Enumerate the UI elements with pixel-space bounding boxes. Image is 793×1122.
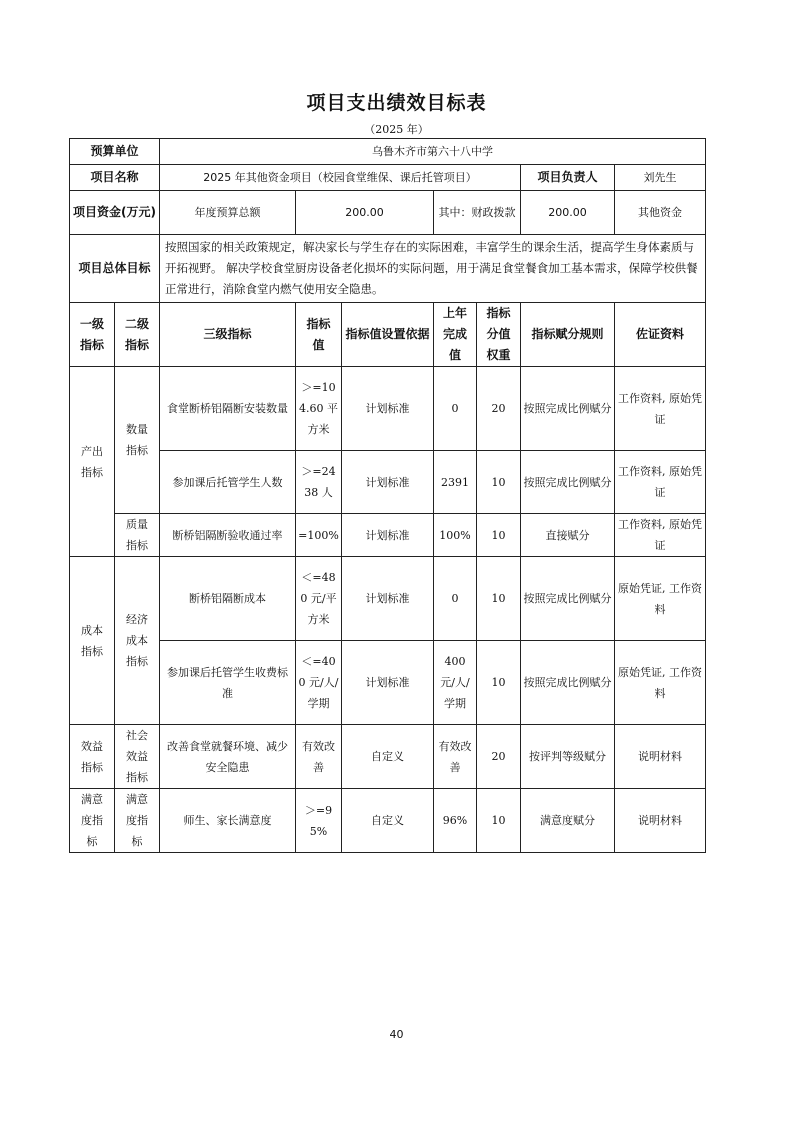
row-value: ＞=95%: [296, 789, 342, 853]
header-weight: 指标分值权重: [477, 303, 521, 367]
overall-goal-row: [70, 235, 706, 303]
row-last: 100%: [434, 514, 477, 557]
budget-unit-row: [70, 139, 706, 165]
row-weight: 10: [477, 514, 521, 557]
row-rule: 按评判等级赋分: [521, 725, 615, 789]
row-weight: 20: [477, 367, 521, 451]
row-basis: 自定义: [342, 725, 434, 789]
row-last: 有效改善: [434, 725, 477, 789]
table-row: [70, 789, 706, 853]
row-value: ＜=480 元/平方米: [296, 557, 342, 641]
header-value: 指标值: [296, 303, 342, 367]
row-last: 96%: [434, 789, 477, 853]
group-benefit: 效益指标: [70, 725, 115, 789]
row-weight: 10: [477, 451, 521, 514]
row-rule: 直接赋分: [521, 514, 615, 557]
row-value: 有效改善: [296, 725, 342, 789]
header-last-year: 上年完成值: [434, 303, 477, 367]
project-lead-label: 项目负责人: [521, 165, 615, 191]
row-value: ＜=400 元/人/学期: [296, 641, 342, 725]
row-l3: 师生、家长满意度: [160, 789, 296, 853]
header-row: [70, 303, 706, 367]
row-value: ＞=2438 人: [296, 451, 342, 514]
group-economic: 经济成本指标: [115, 557, 160, 725]
row-last: 400 元/人/学期: [434, 641, 477, 725]
row-last: 0: [434, 367, 477, 451]
group-satisfaction-l1: 满意度指标: [70, 789, 115, 853]
annual-budget-value: 200.00: [296, 191, 434, 235]
project-name-value: 2025 年其他资金项目（校园食堂维保、课后托管项目）: [160, 165, 521, 191]
row-rule: 按照完成比例赋分: [521, 367, 615, 451]
row-l3: 食堂断桥铝隔断安装数量: [160, 367, 296, 451]
row-rule: 按照完成比例赋分: [521, 557, 615, 641]
overall-goal-label: 项目总体目标: [70, 235, 160, 303]
performance-table: [69, 138, 706, 853]
row-rule: 满意度赋分: [521, 789, 615, 853]
page-title: 项目支出绩效目标表: [306, 92, 487, 114]
row-evidence: 工作资料, 原始凭证: [615, 451, 706, 514]
row-l3: 断桥铝隔断验收通过率: [160, 514, 296, 557]
group-quantity: 数量指标: [115, 367, 160, 514]
annual-budget-label: 年度预算总额: [160, 191, 296, 235]
table-row: [70, 557, 706, 641]
row-evidence: 工作资料, 原始凭证: [615, 367, 706, 451]
header-basis: 指标值设置依据: [342, 303, 434, 367]
table-row: [70, 451, 706, 514]
budget-unit-value: 乌鲁木齐市第六十八中学: [160, 139, 706, 165]
budget-unit-label: 预算单位: [70, 139, 160, 165]
row-last: 2391: [434, 451, 477, 514]
project-funds-row: [70, 191, 706, 235]
row-value: =100%: [296, 514, 342, 557]
row-evidence: 说明材料: [615, 725, 706, 789]
row-weight: 20: [477, 725, 521, 789]
table-row: [70, 725, 706, 789]
row-basis: 计划标准: [342, 641, 434, 725]
row-last: 0: [434, 557, 477, 641]
header-evidence: 佐证资料: [615, 303, 706, 367]
header-level3: 三级指标: [160, 303, 296, 367]
fiscal-alloc-value: 200.00: [521, 191, 615, 235]
fiscal-alloc-label: 其中：财政拨款: [434, 191, 521, 235]
row-weight: 10: [477, 557, 521, 641]
overall-goal-text: 按照国家的相关政策规定，解决家长与学生存在的实际困难，丰富学生的课余生活，提高学生身体素质与开拓视野。 解决学校食堂厨房设备老化损坏的实际问题，用于满足食堂餐食加工基本需求，保障学校供餐正常进行，消除食堂内燃气使用安全隐患。: [160, 235, 706, 303]
project-funds-label: 项目资金(万元): [70, 191, 160, 235]
row-basis: 计划标准: [342, 514, 434, 557]
row-weight: 10: [477, 641, 521, 725]
row-basis: 计划标准: [342, 451, 434, 514]
project-name-row: [70, 165, 706, 191]
row-evidence: 原始凭证, 工作资料: [615, 557, 706, 641]
table-row: [70, 514, 706, 557]
table-row: [70, 641, 706, 725]
group-output: 产出指标: [70, 367, 115, 557]
row-evidence: 原始凭证, 工作资料: [615, 641, 706, 725]
year-label: （2025 年）: [364, 123, 429, 136]
page-number: 40: [389, 1028, 404, 1041]
group-cost: 成本指标: [70, 557, 115, 725]
table-row: [70, 367, 706, 451]
group-satisfaction-l2: 满意度指标: [115, 789, 160, 853]
header-level2: 二级指标: [115, 303, 160, 367]
row-evidence: 说明材料: [615, 789, 706, 853]
header-rule: 指标赋分规则: [521, 303, 615, 367]
row-value: ＞=104.60 平方米: [296, 367, 342, 451]
row-basis: 自定义: [342, 789, 434, 853]
project-name-label: 项目名称: [70, 165, 160, 191]
row-evidence: 工作资料, 原始凭证: [615, 514, 706, 557]
row-l3: 改善食堂就餐环境、减少安全隐患: [160, 725, 296, 789]
group-quality: 质量指标: [115, 514, 160, 557]
other-funds-label: 其他资金: [615, 191, 706, 235]
row-l3: 参加课后托管学生收费标准: [160, 641, 296, 725]
header-level1: 一级指标: [70, 303, 115, 367]
group-social: 社会效益指标: [115, 725, 160, 789]
row-rule: 按照完成比例赋分: [521, 641, 615, 725]
row-rule: 按照完成比例赋分: [521, 451, 615, 514]
row-basis: 计划标准: [342, 367, 434, 451]
row-l3: 断桥铝隔断成本: [160, 557, 296, 641]
row-weight: 10: [477, 789, 521, 853]
row-l3: 参加课后托管学生人数: [160, 451, 296, 514]
project-lead-value: 刘先生: [615, 165, 706, 191]
row-basis: 计划标准: [342, 557, 434, 641]
